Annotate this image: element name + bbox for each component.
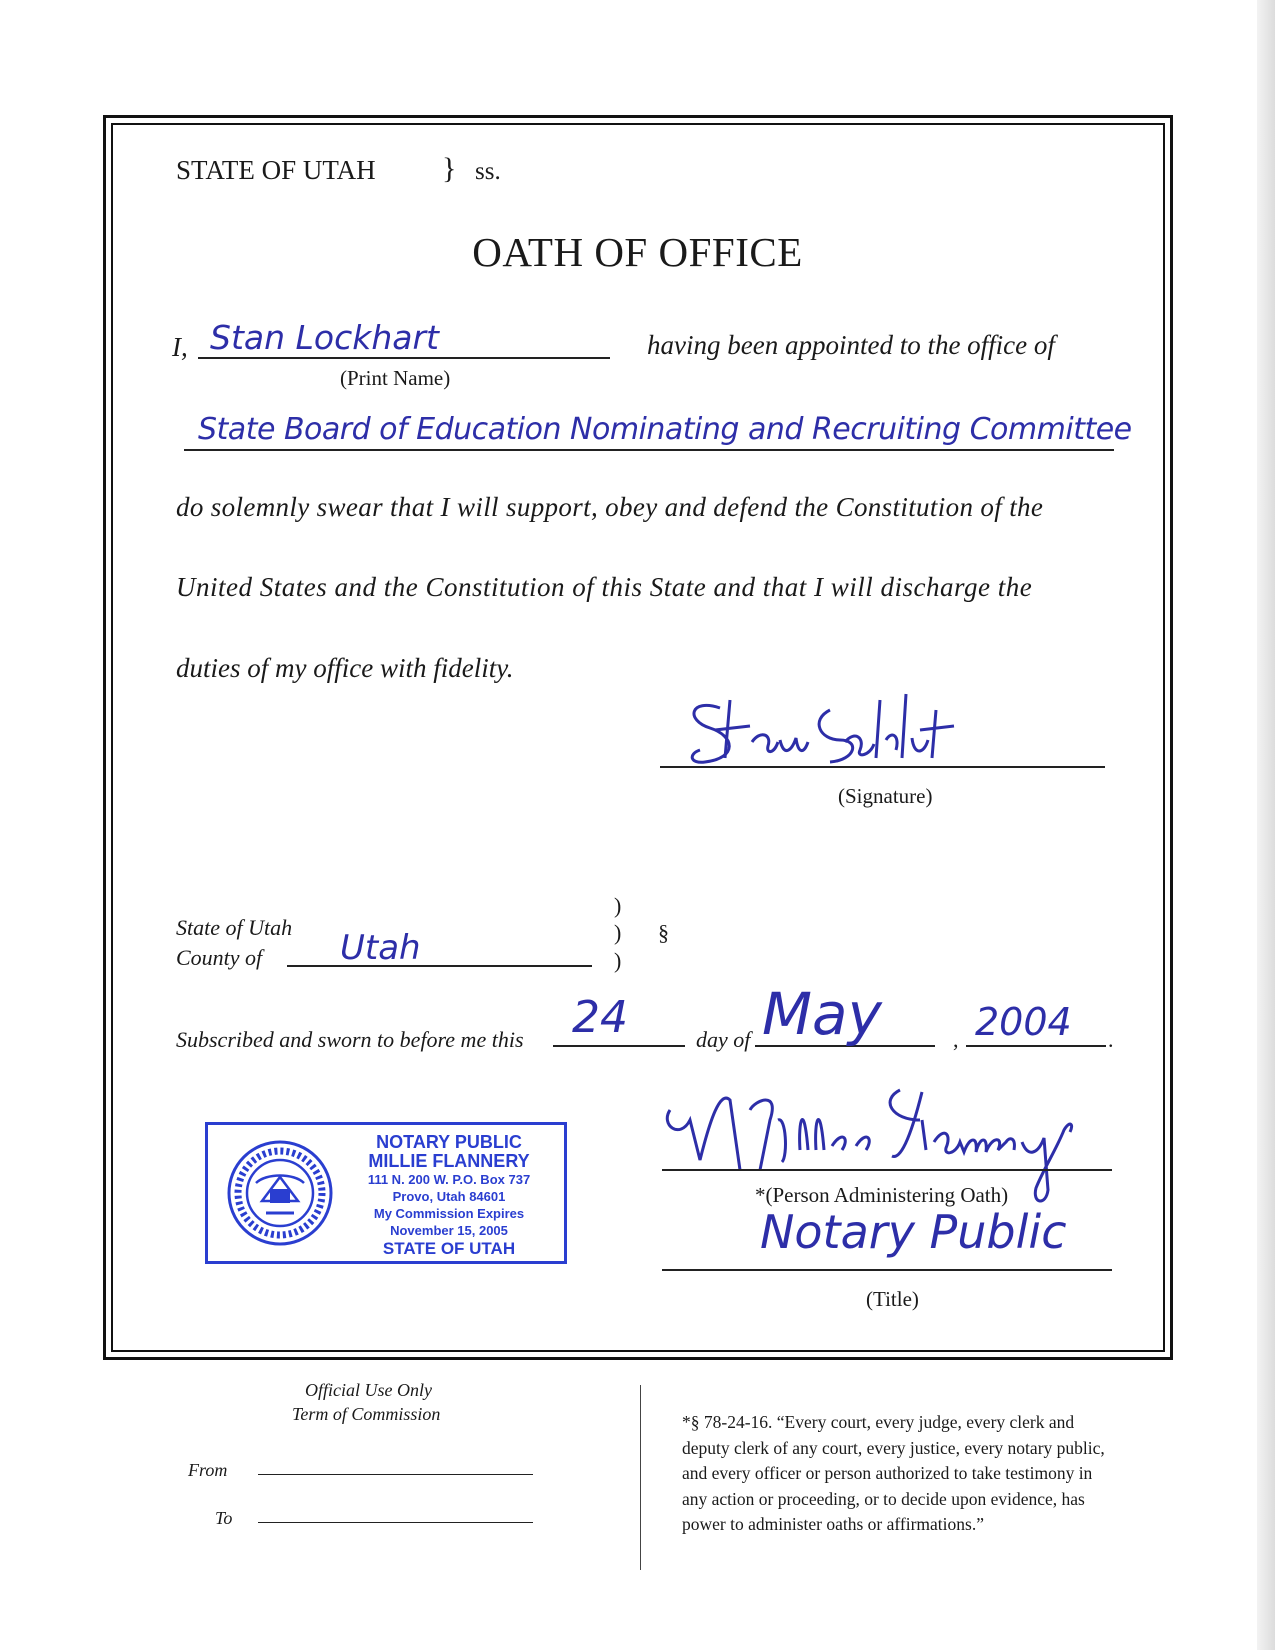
stamp-line: 111 N. 200 W. P.O. Box 737 [367,1172,531,1187]
official-use-heading: Official Use Only [305,1380,432,1400]
stamp-line: November 15, 2005 [390,1223,508,1238]
office-value: State Board of Education Nominating and Recruiting Committee [198,412,1132,447]
stamp-line: Provo, Utah 84601 [392,1189,506,1204]
office-line [184,449,1114,451]
title-label: (Title) [866,1287,919,1311]
section-symbol: § [658,920,669,945]
stamp-line: STATE OF UTAH [382,1239,516,1258]
from-line [258,1474,533,1475]
i-prefix: I, [172,332,188,362]
brace: } [442,152,457,185]
to-line [258,1522,533,1523]
year-line [966,1045,1106,1047]
day-line [553,1045,685,1047]
term-of-commission-heading: Term of Commission [292,1404,441,1424]
month-value: May [762,980,882,1048]
notary-stamp [205,1122,567,1264]
signature-label: (Signature) [838,784,933,808]
title-line [662,1269,1112,1271]
venue-paren-3: ) [614,948,622,973]
oath-line-3: duties of my office with fidelity. [176,653,514,683]
administrator-label: *(Person Administering Oath) [755,1183,1009,1207]
statute-text [682,1410,1105,1538]
day-value: 24 [572,992,628,1043]
stamp-line: MILLIE FLANNERY [368,1151,530,1171]
appointed-text: having been appointed to the office of [647,330,1055,360]
sworn-period: . [1108,1027,1114,1052]
county-line [287,965,592,967]
oath-line-1: do solemnly swear that I will support, obey and defend the Constitution of the [176,492,1044,522]
title-value: Notary Public [760,1205,1067,1259]
year-value: 2004 [975,1000,1072,1044]
footer-divider [640,1385,641,1570]
stamp-text [336,1133,562,1258]
state-seal-icon [226,1139,334,1247]
state-heading [176,155,376,186]
administrator-line [662,1169,1112,1171]
venue-state: State of Utah [176,915,293,940]
statute-line: power to administer oaths or affirmations.” [682,1514,984,1534]
from-label: From [188,1460,228,1480]
sworn-comma: , [953,1027,959,1052]
oath-line-2: United States and the Constitution of this State and that I will discharge the [176,572,1033,602]
stamp-line: My Commission Expires [373,1206,525,1221]
name-value: Stan Lockhart [210,318,439,357]
sworn-prefix: Subscribed and sworn to before me this [176,1027,524,1052]
county-value: Utah [340,928,421,968]
state-text: STATE OF UTAH [176,155,376,185]
statute-line: and every officer or person authorized to take testimony in [682,1463,1093,1483]
oath-signature [680,680,980,775]
to-label: To [215,1508,233,1528]
venue-county: County of [176,945,263,970]
signature-line [660,766,1105,768]
statute-line: deputy clerk of any court, every justice, every notary public, [682,1437,1105,1458]
name-line [198,357,610,359]
stamp-line: NOTARY PUBLIC [376,1132,522,1152]
venue-paren-2: ) [614,920,622,945]
day-of-text: day of [696,1027,751,1052]
page-title: OATH OF OFFICE [472,229,803,275]
statute-line: *§ 78-24-16. “Every court, every judge, every clerk and [682,1412,1075,1432]
venue-paren-1: ) [614,893,622,918]
print-name-label: (Print Name) [340,366,451,390]
statute-line: any action or proceeding, or to decide upon evidence, has [682,1488,1085,1509]
ss-text: ss. [475,158,501,185]
